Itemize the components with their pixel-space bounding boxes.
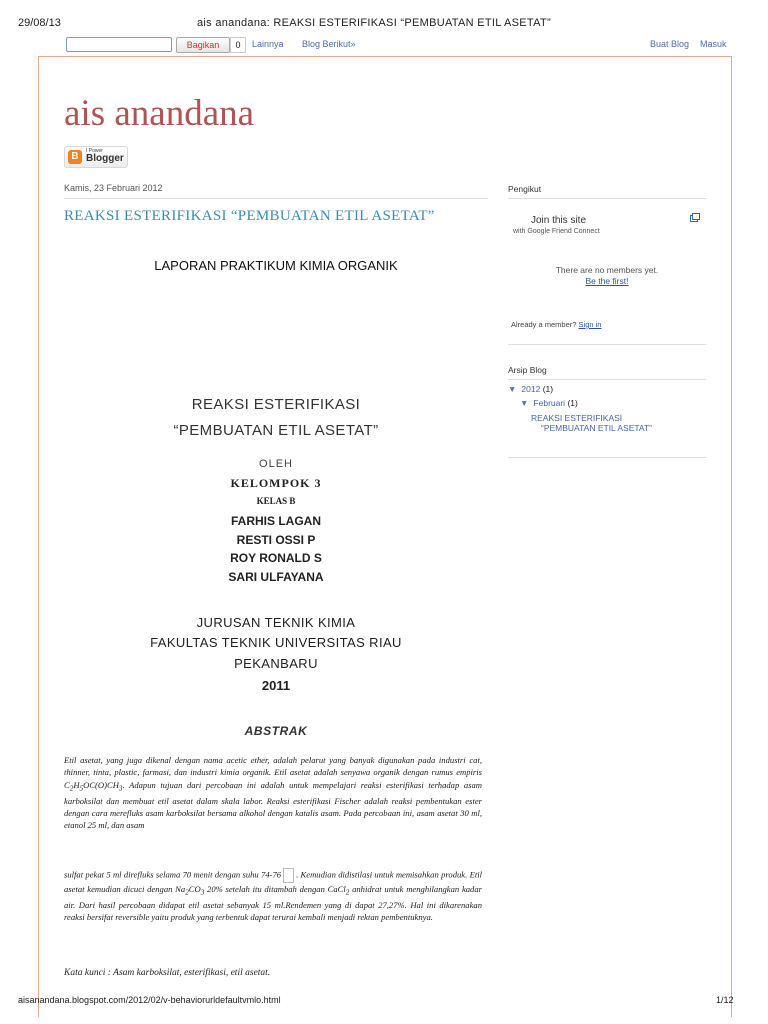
join-subtitle: with Google Friend Connect [513, 228, 600, 235]
abstract-heading: ABSTRAK [244, 724, 308, 738]
blogger-navbar [64, 36, 736, 54]
expand-window-icon[interactable] [690, 213, 700, 222]
department: JURUSAN TEKNIK KIMIA [196, 615, 356, 630]
class-label: KELAS B [256, 496, 296, 506]
member-name: SARI ULFAYANA [228, 570, 324, 584]
blogger-logo-icon: B [68, 150, 82, 164]
archive-post-link[interactable]: REAKSI ESTERIFIKASI “PEMBUATAN ETIL ASETAT” [531, 413, 652, 433]
more-link[interactable]: Lainnya [252, 39, 284, 49]
member-name: FARHIS LAGAN [231, 514, 321, 528]
archive-year-link[interactable]: 2012 [521, 384, 541, 394]
badge-small-text: I Power [86, 148, 103, 154]
archive-month-item[interactable] [520, 398, 578, 408]
sidebar-divider [508, 379, 706, 380]
no-members-text: There are no members yet. [555, 265, 659, 275]
print-footer-url: aisanandana.blogspot.com/2012/02/v-behaviorurldefaultvmlo.html [18, 995, 281, 1005]
followers-heading: Pengikut [508, 184, 542, 194]
print-date: 29/08/13 [18, 17, 61, 29]
join-site-link[interactable]: Join this site [531, 215, 587, 226]
post-title[interactable]: REAKSI ESTERIFIKASI “PEMBUATAN ETIL ASETAT” [64, 208, 435, 224]
report-title-line2: “PEMBUATAN ETIL ASETAT” [173, 422, 379, 439]
archive-heading: Arsip Blog [508, 365, 547, 375]
sidebar-divider [508, 344, 706, 345]
by-label: OLEH [259, 458, 293, 470]
print-page-number: 1/12 [716, 995, 734, 1005]
create-blog-link[interactable]: Buat Blog [650, 39, 690, 49]
year: 2011 [261, 678, 291, 693]
archive-month-link[interactable]: Februari [533, 398, 566, 408]
post-divider [64, 198, 488, 199]
sidebar-divider [508, 457, 706, 458]
report-title-line1: REAKSI ESTERIFIKASI [191, 396, 361, 413]
share-button[interactable]: Bagikan [176, 37, 230, 53]
archive-year-count: (1) [542, 384, 554, 394]
abstract-paragraph-1: Etil asetat, yang juga dikenal dengan nama acetic ether, adalah pelarut yang banyak digunakan pada industri cat, thinner, tinta, plastic, farmasi, dan industri kimia organik. Etil asetat adalah senyawa organik dengan rumus empiris $C_2H_5OC(O)CH_3$. Adapun tujuan dari percobaan ini adalah untuk mempelajari reaksi esterifikasi terhadap asam karboksilat dan membuat etil asetat dalam skala labor. Reaksi esterifikasi Fischer adalah reaksi pembentukan ester dengan cara merefluks asam karboksilat bersama alkohol dengan katalis asam. Pada percobaan ini, asam asetat 30 ml, etanol 25 ml, dan asam [64, 755, 482, 831]
already-member: Already a member? Sign in [511, 320, 602, 329]
group-label: KELOMPOK 3 [230, 476, 322, 490]
be-first-link[interactable]: Be the first! [585, 276, 629, 286]
abstract-paragraph-2: sulfat pekat 5 ml direfluks selama 70 menit dengan suhu 74-76 . Kemudian didistilasi untuk memisahkan produk. Etil asetat kemudian dicuci dengan $Na_2CO_3$ 20% setelah itu ditambah dengan CaCl$_2$ anhidrat untuk menghilangkan kadar air. Dari hasil percobaan didapat etil asetat sebanyak 15 ml.Rendemen yang di dapat 27,27%. Hal ini dikarenakan reaksi bersifat reversible yaitu produk yang terbentuk dapat terurai kembali menjadi rektan pembentuknya. [64, 869, 482, 923]
keywords: Kata kunci : Asam karboksilat, esterifikasi, etil asetat. [64, 968, 271, 978]
post-date: Kamis, 23 Februari 2012 [64, 183, 163, 193]
expand-triangle-icon[interactable]: ▼ [520, 398, 529, 408]
navbar-search-input[interactable] [66, 37, 172, 52]
blog-title[interactable]: ais anandana [64, 93, 255, 134]
next-blog-link[interactable]: Blog Berikut» [302, 39, 356, 49]
powered-by-blogger-badge[interactable] [64, 146, 128, 168]
sidebar-divider [508, 198, 706, 199]
expand-triangle-icon[interactable]: ▼ [508, 384, 517, 394]
sign-in-link[interactable]: Masuk [700, 39, 727, 49]
sidebar-sign-in-link[interactable]: Sign in [578, 320, 602, 329]
print-page-title: ais anandana: REAKSI ESTERIFIKASI “PEMBUATAN ETIL ASETAT” [197, 17, 551, 29]
badge-name: Blogger [86, 153, 124, 164]
member-name: ROY RONALD S [230, 551, 322, 565]
missing-image-placeholder [283, 868, 294, 883]
city: PEKANBARU [234, 656, 318, 671]
member-name: RESTI OSSI P [236, 533, 316, 547]
share-count: 0 [230, 37, 246, 53]
archive-month-count: (1) [567, 398, 578, 408]
archive-year-item[interactable] [508, 384, 553, 394]
faculty: FAKULTAS TEKNIK UNIVERSITAS RIAU [150, 635, 402, 650]
report-heading: LAPORAN PRAKTIKUM KIMIA ORGANIK [154, 258, 398, 273]
